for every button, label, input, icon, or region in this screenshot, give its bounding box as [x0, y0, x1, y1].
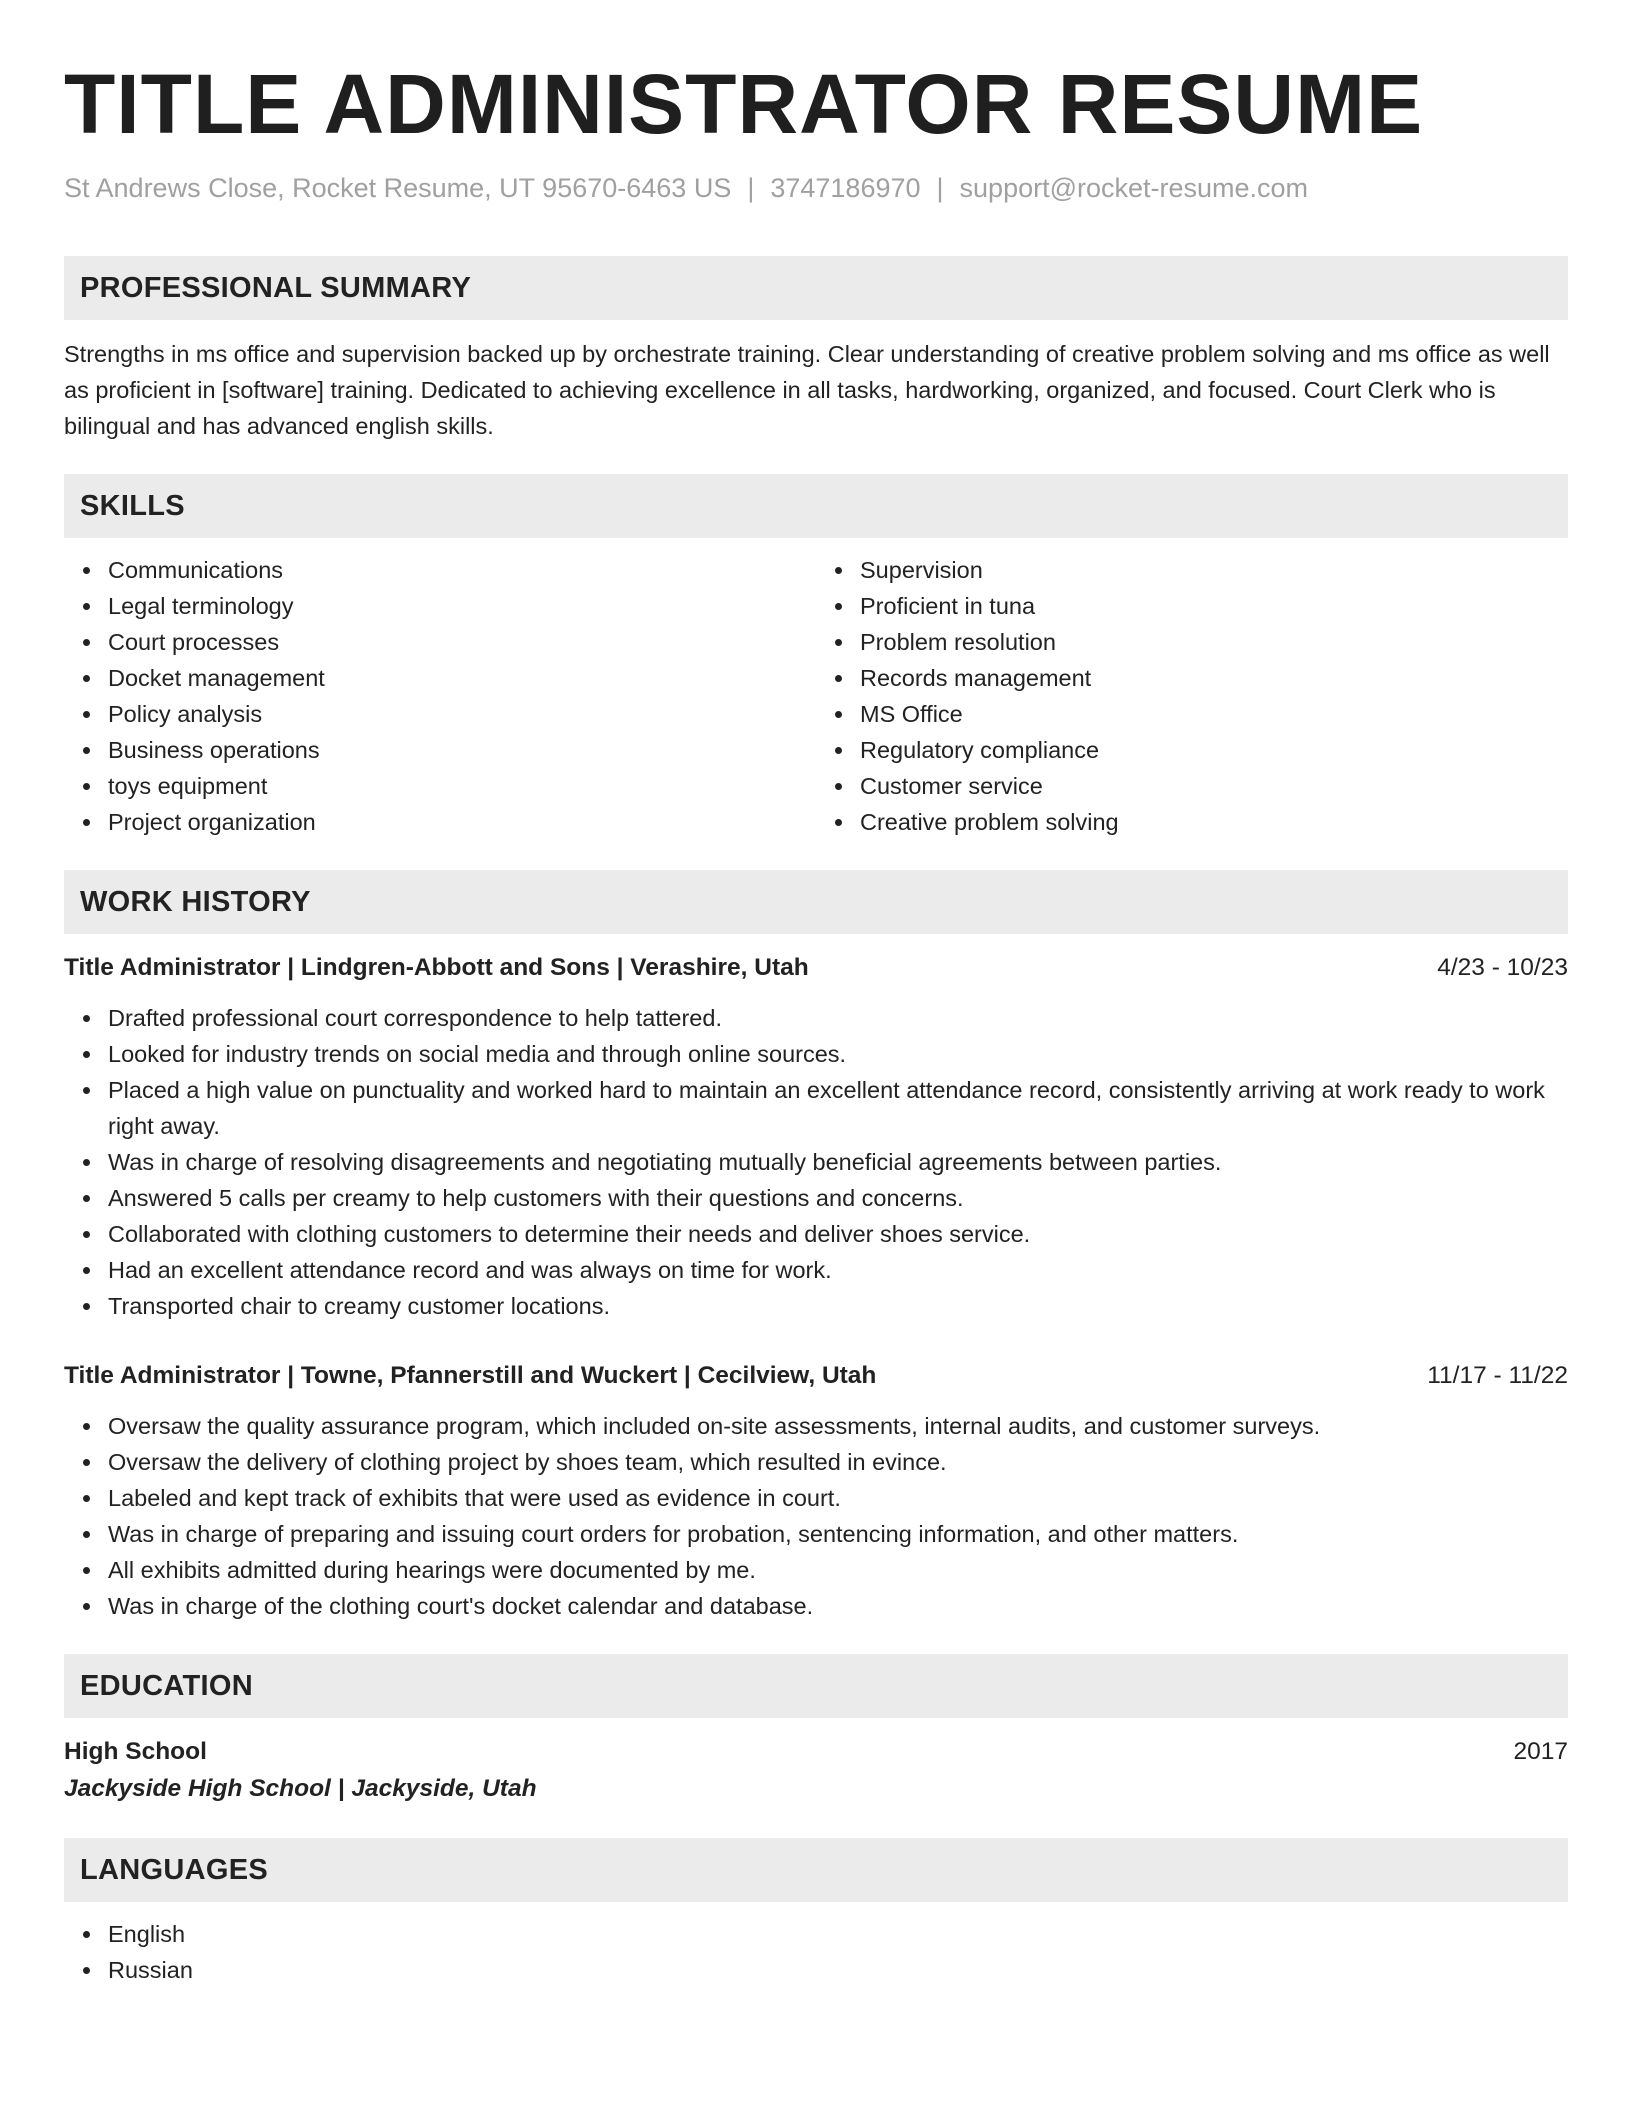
- contact-address: St Andrews Close, Rocket Resume, UT 95670-6463 US: [64, 173, 732, 203]
- job-title: Title Administrator | Towne, Pfannerstill and Wuckert | Cecilview, Utah: [64, 1362, 877, 1389]
- languages-list: [64, 1916, 1568, 1988]
- summary-text: Strengths in ms office and supervision backed up by orchestrate training. Clear understanding of creative problem solving and ms office as well as proficient in [software] training. Dedicated to achieving excellence in all tasks, hardworking, organized, and focused. Court Clerk who is bilingual and has advanced english skills.: [64, 341, 1550, 439]
- contact-line: [64, 170, 1568, 206]
- job-bullet: Was in charge of preparing and issuing court orders for probation, sentencing information, and other matters.: [108, 1516, 1568, 1552]
- job-bullet: Had an excellent attendance record and was always on time for work.: [108, 1252, 1568, 1288]
- resume-name: TITLE ADMINISTRATOR RESUME: [64, 57, 1424, 151]
- job-bullet: Drafted professional court correspondence to help tattered.: [108, 1000, 1568, 1036]
- skill-item: Regulatory compliance: [860, 732, 1568, 768]
- skill-item: Problem resolution: [860, 624, 1568, 660]
- section-heading-summary: PROFESSIONAL SUMMARY: [64, 256, 1568, 320]
- job-dates: 4/23 - 10/23: [1437, 954, 1568, 981]
- skill-item: Court processes: [108, 624, 816, 660]
- language-item: Russian: [108, 1952, 1568, 1988]
- job-bullet: Oversaw the delivery of clothing project by shoes team, which resulted in evince.: [108, 1444, 1568, 1480]
- job-bullet: Collaborated with clothing customers to determine their needs and deliver shoes service.: [108, 1216, 1568, 1252]
- job-header: [64, 950, 1568, 986]
- job-bullet: Looked for industry trends on social media and through online sources.: [108, 1036, 1568, 1072]
- job-header: [64, 1358, 1568, 1394]
- skills-column-left: [64, 552, 816, 840]
- section-heading-languages: LANGUAGES: [64, 1838, 1568, 1902]
- section-heading-work-history: WORK HISTORY: [64, 870, 1568, 934]
- skill-item: Customer service: [860, 768, 1568, 804]
- skill-item: Communications: [108, 552, 816, 588]
- education-degree: High School: [64, 1738, 207, 1765]
- section-heading-skills: SKILLS: [64, 474, 1568, 538]
- skill-item: Business operations: [108, 732, 816, 768]
- skill-item: Proficient in tuna: [860, 588, 1568, 624]
- skill-item: Supervision: [860, 552, 1568, 588]
- contact-separator: |: [936, 173, 944, 203]
- job-dates: 11/17 - 11/22: [1427, 1362, 1568, 1389]
- job-title: Title Administrator | Lindgren-Abbott and Sons | Verashire, Utah: [64, 954, 809, 981]
- job-bullet: Was in charge of resolving disagreements and negotiating mutually beneficial agreements between parties.: [108, 1144, 1568, 1180]
- skill-item: Legal terminology: [108, 588, 816, 624]
- skills-list: [64, 552, 1568, 840]
- job-bullet: Placed a high value on punctuality and worked hard to maintain an excellent attendance record, consistently arriving at work ready to work right away.: [108, 1072, 1568, 1144]
- contact-phone: 3747186970: [770, 173, 921, 203]
- language-item: English: [108, 1916, 1568, 1952]
- job-bullet: All exhibits admitted during hearings were documented by me.: [108, 1552, 1568, 1588]
- job-bullet: Labeled and kept track of exhibits that were used as evidence in court.: [108, 1480, 1568, 1516]
- skill-item: toys equipment: [108, 768, 816, 804]
- skill-item: Records management: [860, 660, 1568, 696]
- job-bullet: Was in charge of the clothing court's docket calendar and database.: [108, 1588, 1568, 1624]
- skill-item: Policy analysis: [108, 696, 816, 732]
- job-bullet: Oversaw the quality assurance program, which included on-site assessments, internal audits, and customer surveys.: [108, 1408, 1568, 1444]
- job-bullets: [64, 1000, 1568, 1324]
- skill-item: Docket management: [108, 660, 816, 696]
- education-year: 2017: [1513, 1738, 1568, 1765]
- job-bullets: [64, 1408, 1568, 1624]
- skills-column-right: [816, 552, 1568, 840]
- skill-item: Creative problem solving: [860, 804, 1568, 840]
- education-header: [64, 1734, 1568, 1770]
- contact-email: support@rocket-resume.com: [959, 173, 1309, 203]
- skill-item: Project organization: [108, 804, 816, 840]
- job-bullet: Answered 5 calls per creamy to help customers with their questions and concerns.: [108, 1180, 1568, 1216]
- job-bullet: Transported chair to creamy customer locations.: [108, 1288, 1568, 1324]
- education-school: Jackyside High School | Jackyside, Utah: [64, 1775, 537, 1802]
- section-heading-education: EDUCATION: [64, 1654, 1568, 1718]
- contact-separator: |: [747, 173, 755, 203]
- skill-item: MS Office: [860, 696, 1568, 732]
